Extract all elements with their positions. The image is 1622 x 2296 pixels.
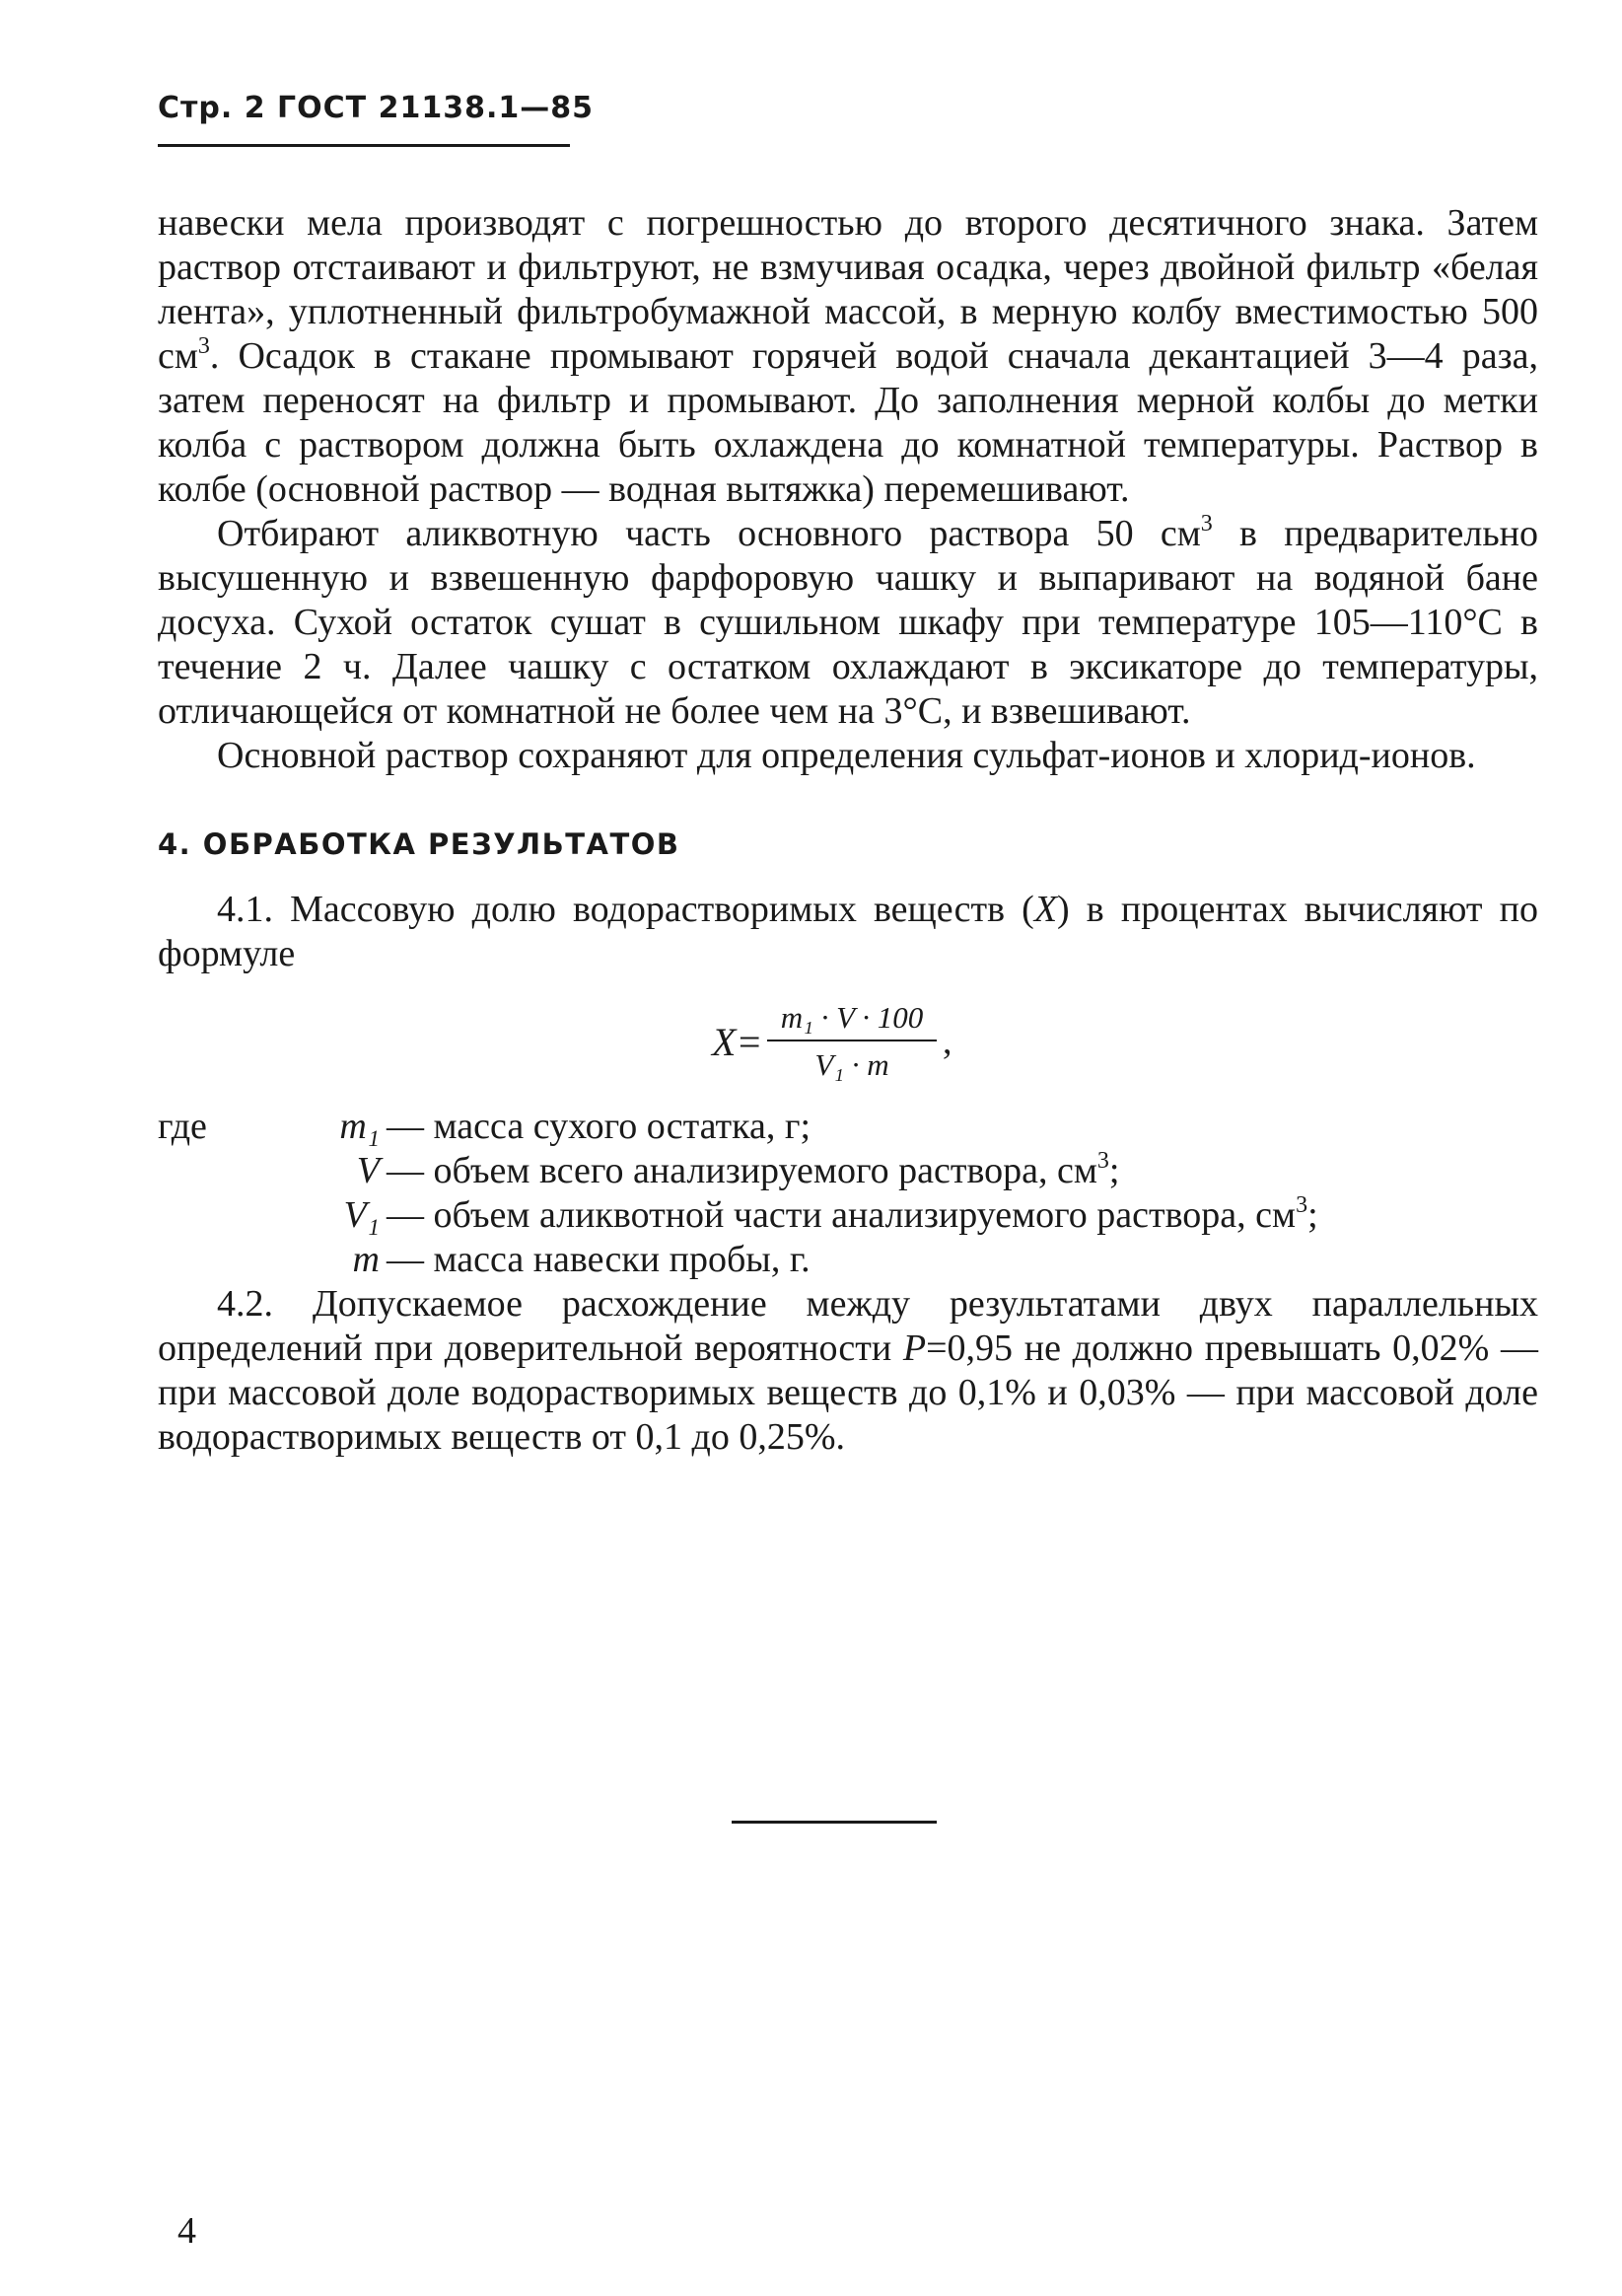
definition-item [158, 1193, 1538, 1238]
variable-symbol: m₁ [339, 1106, 380, 1147]
definition-item [158, 1105, 1538, 1149]
header-rule [158, 144, 570, 147]
variable-symbol: m [352, 1239, 380, 1280]
formula-numerator: m₁ · V · 100 [780, 1000, 924, 1035]
formula-denominator: V₁ · m [814, 1047, 889, 1082]
paragraph-stock-solution: Основной раствор сохраняют для определения сульфат-ионов и хлорид-ионов. [217, 735, 1476, 776]
variable-definition: — масса навески пробы, г. [387, 1239, 811, 1280]
document-body [158, 201, 1538, 1460]
clause-4-1: 4.1. Массовую долю водорастворимых веществ (X) в процентах вычисляют по формуле [158, 889, 1538, 974]
paragraph-continuation: навески мела производят с погрешностью до второго десятичного знака. Затем раствор отстаивают и фильтруют, не взмучивая осадка, через двойной фильтр «белая лента», уплотненный фильтробумажной массой, в мерную колбу вместимостью 500 $см^3$. Осадок в стакане промывают горячей водой сначала декантацией 3—4 раза, затем переносят на фильтр и промывают. До заполнения мерной колбы до метки колба с раствором должна быть охлаждена до комнатной температуры. Раствор в колбе (основной раствор — водная вытяжка) перемешивают. [158, 202, 1538, 510]
definition-item [158, 1238, 1538, 1282]
formula-comma: , [943, 1021, 952, 1062]
variable-symbol: V [356, 1150, 380, 1191]
where-word: где [158, 1106, 207, 1147]
variable-definition: — объем всего анализируемого раствора, $см^3$; [387, 1148, 1120, 1191]
variable-definition: — масса сухого остатка, г; [387, 1106, 811, 1147]
fraction-bar [767, 1040, 937, 1041]
variable-definition: — объем аликвотной части анализируемого раствора, $см^3$; [387, 1192, 1318, 1236]
running-head [158, 91, 594, 125]
end-rule [732, 1821, 937, 1824]
formula-lhs: X= [712, 1020, 763, 1064]
formula-fraction [767, 998, 937, 1085]
page-label: Стр. 2 [158, 91, 266, 125]
section-title: 4. ОБРАБОТКА РЕЗУЛЬТАТОВ [158, 827, 680, 861]
variable-definitions [158, 1105, 1538, 1282]
definition-item [158, 1149, 1538, 1193]
clause-4-2: 4.2. Допускаемое расхождение между результатами двух параллельных определений при доверительной вероятности P=0,95 не должно превышать 0,02% — при массовой доле водорастворимых веществ до 0,1% и 0,03% — при массовой доле водорастворимых веществ от 0,1 до 0,25%. [158, 1283, 1538, 1458]
page-number: 4 [177, 2210, 196, 2252]
standard-number: ГОСТ 21138.1—85 [277, 91, 594, 125]
formula [158, 998, 1538, 1087]
paragraph-aliquot: Отбирают аликвотную часть основного раствора 50 $см^3$ в предварительно высушенную и взвешенную фарфоровую чашку и выпаривают на водяной бане досуха. Сухой остаток сушат в сушильном шкафу при температуре 105—110°C в течение 2 ч. Далее чашку с остатком охлаждают в эксикаторе до температуры, отличающейся от комнатной не более чем на 3°C, и взвешивают. [158, 511, 1538, 732]
variable-symbol: V₁ [343, 1194, 380, 1236]
